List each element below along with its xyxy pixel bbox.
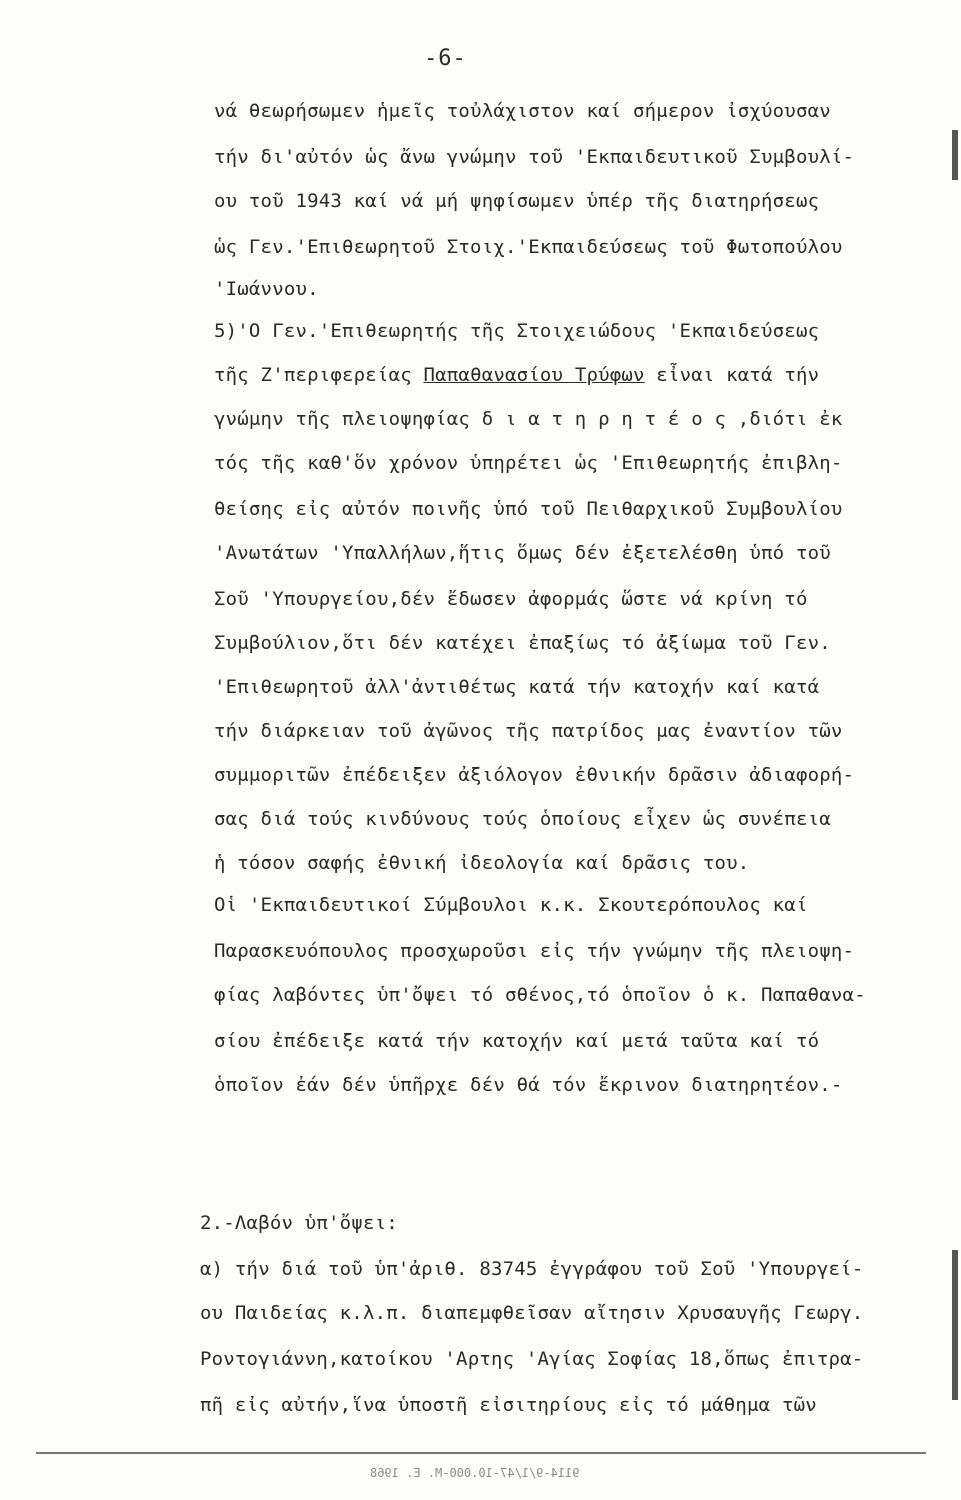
- text-line: συμμοριτῶν ἐπέδειξεν ἀξιόλογον ἐθνικήν δρᾶσιν ἀδιαφορή-: [214, 764, 855, 786]
- text-line: 'Ανωτάτων 'Υπαλλήλων,ἥτις ὅμως δέν ἐξετελέσθη ὑπό τοῦ: [214, 542, 831, 564]
- text-segment: τῆς Ζ'περιφερείας: [214, 364, 424, 386]
- text-line: Σοῦ 'Υπουργείου,δέν ἔδωσεν ἀφορμάς ὥστε νά κρίνη τό: [214, 588, 808, 610]
- text-line: 5)'Ο Γεν.'Επιθεωρητής τῆς Στοιχειώδους 'Εκπαιδεύσεως: [214, 320, 820, 342]
- text-line: 'Ιωάννου.: [214, 278, 319, 300]
- text-line: τήν διάρκειαν τοῦ ἀγῶνος τῆς πατρίδος μας ἐναντίον τῶν: [214, 720, 843, 742]
- text-line: φίας λαβόντες ὑπ'ὄψει τό σθένος,τό ὁποῖον ὁ κ. Παπαθανα-: [214, 984, 866, 1006]
- text-line: Οἱ 'Εκπαιδευτικοί Σύμβουλοι κ.κ. Σκουτερόπουλος καί: [214, 894, 808, 916]
- printer-stamp: 9114-9/1/47-10.000-Μ. Ε. 1968: [370, 1466, 580, 1480]
- page-divider: [36, 1452, 926, 1454]
- text-line: Παρασκευόπουλος προσχωροῦσι εἰς τήν γνώμην τῆς πλειοψη-: [214, 940, 855, 962]
- text-line: πῆ εἰς αὐτήν,ἵνα ὑποστῆ εἰσιτηρίους εἰς τό μάθημα τῶν: [200, 1394, 817, 1416]
- scan-edge-mark: [952, 1250, 958, 1400]
- text-line: Συμβούλιον,ὅτι δέν κατέχει ἐπαξίως τό ἀξίωμα τοῦ Γεν.: [214, 632, 831, 654]
- text-line: ἡ τόσον σαφής ἐθνική ἰδεολογία καί δρᾶσις του.: [214, 852, 750, 874]
- text-line: Ροντογιάννη,κατοίκου 'Αρτης 'Αγίας Σοφίας 18,ὅπως ἐπιτρα-: [200, 1348, 864, 1370]
- scan-edge-mark: [952, 130, 958, 180]
- text-line: α) τήν διά τοῦ ὑπ'ἀριθ. 83745 ἐγγράφου τοῦ Σοῦ 'Υπουργεί-: [200, 1258, 864, 1280]
- text-line: ὡς Γεν.'Επιθεωρητοῦ Στοιχ.'Εκπαιδεύσεως τοῦ Φωτοπούλου: [214, 236, 843, 258]
- text-line: ου Παιδείας κ.λ.π. διαπεμφθεῖσαν αἴτησιν Χρυσαυγῆς Γεωργ.: [200, 1302, 864, 1324]
- text-line: ου τοῦ 1943 καί νά μή ψηφίσωμεν ὑπέρ τῆς διατηρήσεως: [214, 190, 820, 212]
- page-number: -6-: [424, 46, 467, 71]
- text-segment: εἶναι κατά τήν: [644, 364, 820, 386]
- text-line: θείσης εἰς αὐτόν ποινῆς ὑπό τοῦ Πειθαρχικοῦ Συμβουλίου: [214, 498, 843, 520]
- section-heading: 2.-Λαβόν ὑπ'ὄψει:: [200, 1212, 398, 1234]
- text-line: ὁποῖον ἐάν δέν ὑπῆρχε δέν θά τόν ἔκρινον διατηρητέον.-: [214, 1074, 843, 1096]
- text-line: σας διά τούς κινδύνους τούς ὁποίους εἶχεν ὡς συνέπεια: [214, 808, 831, 830]
- text-line: 'Επιθεωρητοῦ ἀλλ'ἀντιθέτως κατά τήν κατοχήν καί κατά: [214, 676, 820, 698]
- text-line: τός τῆς καθ'ὅν χρόνον ὑπηρέτει ὡς 'Επιθεωρητής ἐπιβλη-: [214, 452, 843, 474]
- text-line: σίου ἐπέδειξε κατά τήν κατοχήν καί μετά ταῦτα καί τό: [214, 1030, 820, 1052]
- text-line: τήν δι'αὐτόν ὡς ἄνω γνώμην τοῦ 'Εκπαιδευτικοῦ Συμβουλί-: [214, 146, 855, 168]
- text-line: γνώμην τῆς πλειοψηφίας δ ι α τ η ρ η τ έ ο ς ,διότι ἐκ: [214, 408, 843, 430]
- underlined-name: Παπαθανασίου Τρύφων: [423, 364, 645, 386]
- text-line: νά θεωρήσωμεν ἡμεῖς τοὐλάχιστον καί σήμερον ἰσχύουσαν: [214, 100, 831, 122]
- text-line-with-name: [214, 364, 819, 386]
